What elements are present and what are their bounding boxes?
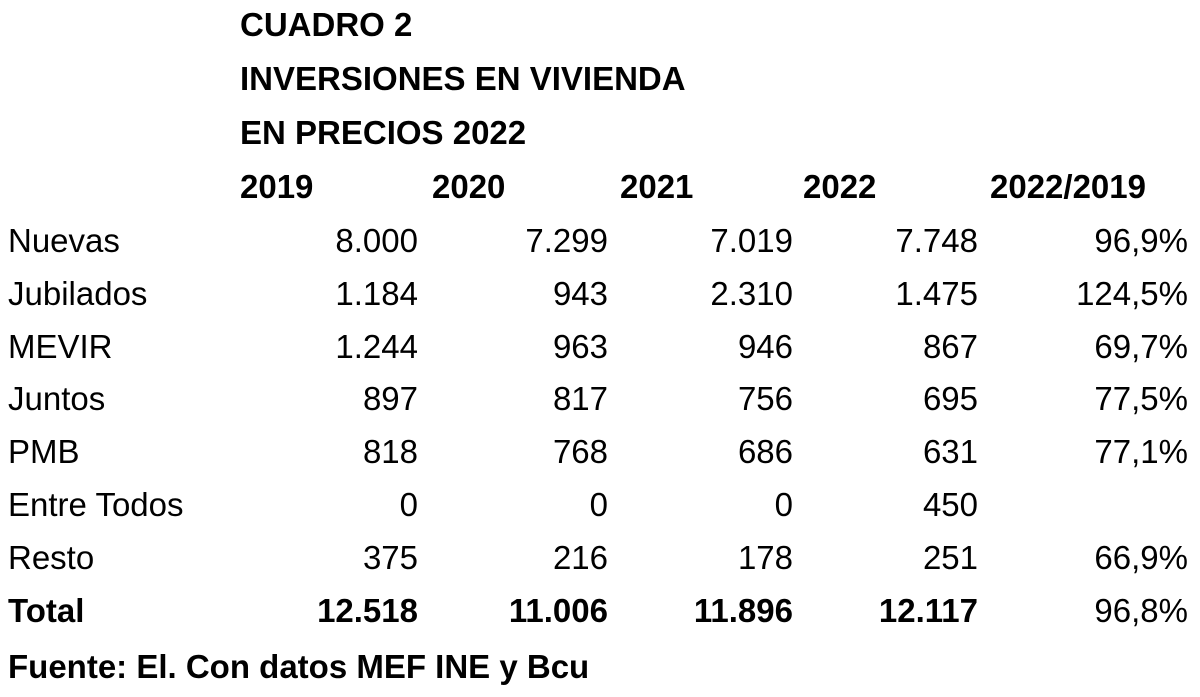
cell-2021: 946: [737, 328, 793, 365]
row-label: Entre Todos: [8, 486, 184, 523]
cell-ratio: 124,5%: [1076, 275, 1188, 312]
cell-2020: 768: [552, 433, 608, 470]
cell-2020: 943: [552, 275, 608, 312]
row-label: Resto: [8, 539, 95, 576]
column-header-2022-2019: 2022/2019: [990, 168, 1146, 205]
cell-ratio: 66,9%: [1094, 539, 1188, 576]
cell-2021: 178: [737, 539, 793, 576]
cell-2019: 0: [399, 486, 418, 523]
cell-2019: 1.184: [335, 275, 418, 312]
column-header-2019: 2019: [240, 168, 314, 205]
cell-2020: 7.299: [525, 222, 608, 259]
table-row-mevir: [0, 328, 1200, 380]
cell-2020: 11.006: [508, 592, 608, 629]
table-row-jubilados: [0, 275, 1200, 327]
table-row-resto: [0, 539, 1200, 591]
cell-2020: 963: [552, 328, 608, 365]
row-label: Jubilados: [8, 275, 148, 312]
cell-2022: 631: [922, 433, 978, 470]
cell-ratio: 77,5%: [1094, 380, 1188, 417]
row-label: MEVIR: [8, 328, 113, 365]
cell-2019: 818: [362, 433, 418, 470]
cell-2019: 897: [362, 380, 418, 417]
table-row-nuevas: [0, 222, 1200, 274]
cell-2020: 0: [589, 486, 608, 523]
cell-2022: 695: [922, 380, 978, 417]
table-row-juntos: [0, 380, 1200, 432]
cell-2021: 7.019: [710, 222, 793, 259]
table-row-total: [0, 592, 1200, 644]
cell-2022: 7.748: [895, 222, 978, 259]
cell-2019: 8.000: [335, 222, 418, 259]
column-header-2021: 2021: [620, 168, 694, 205]
cell-2022: 1.475: [895, 275, 978, 312]
table-row-pmb: [0, 433, 1200, 485]
cell-ratio: 96,8%: [1094, 592, 1188, 629]
row-label: PMB: [8, 433, 80, 470]
cell-2021: 11.896: [693, 592, 793, 629]
cell-2022: 867: [922, 328, 978, 365]
row-label: Nuevas: [8, 222, 120, 259]
cell-2021: 686: [737, 433, 793, 470]
column-header-2022: 2022: [803, 168, 877, 205]
cell-2021: 2.310: [710, 275, 793, 312]
cell-ratio: 77,1%: [1094, 433, 1188, 470]
row-label: Juntos: [8, 380, 106, 417]
cell-ratio: 96,9%: [1094, 222, 1188, 259]
cell-2020: 216: [552, 539, 608, 576]
cell-2022: 251: [922, 539, 978, 576]
cell-ratio: 69,7%: [1094, 328, 1188, 365]
cell-2019: 1.244: [335, 328, 418, 365]
cell-2022: 12.117: [878, 592, 978, 629]
table-row-entre-todos: [0, 486, 1200, 538]
table-title-line-2: INVERSIONES EN VIVIENDA: [240, 60, 686, 97]
cell-2021: 756: [737, 380, 793, 417]
cell-2020: 817: [552, 380, 608, 417]
cell-2019: 375: [362, 539, 418, 576]
row-label: Total: [8, 592, 85, 629]
table-title-line-1: CUADRO 2: [240, 6, 413, 43]
table-title-line-3: EN PRECIOS 2022: [240, 114, 527, 151]
source-note: Fuente: El. Con datos MEF INE y Bcu: [8, 648, 590, 685]
cell-2021: 0: [774, 486, 793, 523]
cell-2019: 12.518: [317, 592, 418, 629]
column-header-2020: 2020: [432, 168, 506, 205]
cell-2022: 450: [922, 486, 978, 523]
